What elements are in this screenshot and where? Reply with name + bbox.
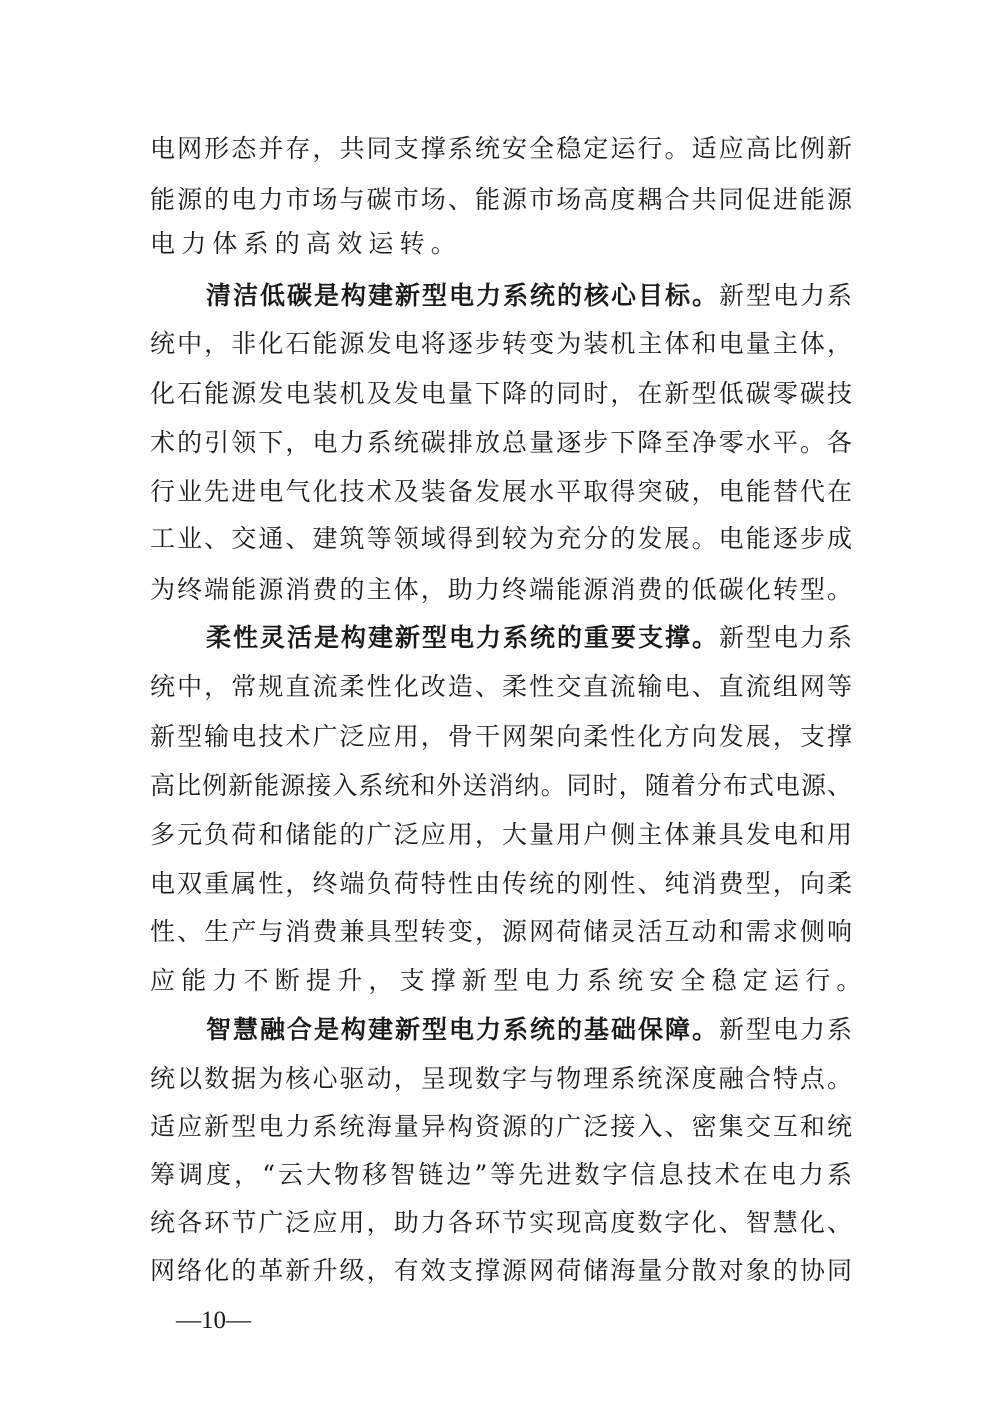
- body-line: 工业、交通、建筑等领域得到较为充分的发展。电能逐步成: [150, 524, 852, 553]
- body-line: 电双重属性，终端负荷特性由传统的刚性、纯消费型，向柔: [150, 869, 852, 898]
- body-line: 统中，非化石能源发电将逐步转变为装机主体和电量主体，: [150, 329, 852, 358]
- body-line: 术的引领下，电力系统碳排放总量逐步下降至净零水平。各: [150, 428, 852, 457]
- body-line: 电力体系的高效运转。: [150, 229, 463, 258]
- body-line: 适应新型电力系统海量异构资源的广泛接入、密集交互和统: [150, 1112, 852, 1141]
- body-text: 新型电力系: [718, 1015, 852, 1044]
- body-line: 化石能源发电装机及发电量下降的同时，在新型低碳零碳技: [150, 379, 852, 408]
- body-line: 统中，常规直流柔性化改造、柔性交直流输电、直流组网等: [150, 672, 852, 701]
- body-line: 行业先进电气化技术及装备发展水平取得突破，电能替代在: [150, 477, 852, 506]
- body-text: 新型电力系: [718, 623, 852, 652]
- body-text: 新型电力系: [718, 281, 852, 310]
- body-line: 能源的电力市场与碳市场、能源市场高度耦合共同促进能源: [150, 185, 852, 214]
- body-line: 应能力不断提升，支撑新型电力系统安全稳定运行。: [150, 966, 868, 995]
- page-number: —10—: [176, 1307, 251, 1334]
- body-line: 统各环节广泛应用，助力各环节实现高度数字化、智慧化、: [150, 1208, 852, 1237]
- body-line: 新型输电技术广泛应用，骨干网架向柔性化方向发展，支撑: [150, 722, 852, 751]
- paragraph-first-line: [206, 276, 852, 316]
- body-line: 统以数据为核心驱动，呈现数字与物理系统深度融合特点。: [150, 1064, 852, 1093]
- paragraph-lead-heading: 清洁低碳是构建新型电力系统的核心目标。: [206, 281, 719, 310]
- paragraph-lead-heading: 柔性灵活是构建新型电力系统的重要支撑。: [206, 623, 719, 652]
- paragraph-first-line: [206, 1010, 852, 1050]
- paragraph-lead-heading: 智慧融合是构建新型电力系统的基础保障。: [206, 1015, 719, 1044]
- body-line: 性、生产与消费兼具型转变，源网荷储灵活互动和需求侧响: [150, 917, 852, 946]
- body-line: 网络化的革新升级，有效支撑源网荷储海量分散对象的协同: [150, 1256, 852, 1285]
- body-line: 电网形态并存，共同支撑系统安全稳定运行。适应高比例新: [150, 134, 852, 163]
- body-line: 为终端能源消费的主体，助力终端能源消费的低碳化转型。: [150, 575, 852, 604]
- body-line: 筹调度，“云大物移智链边”等先进数字信息技术在电力系: [150, 1160, 852, 1189]
- body-line: 高比例新能源接入系统和外送消纳。同时，随着分布式电源、: [150, 771, 852, 800]
- paragraph-first-line: [206, 618, 852, 658]
- body-line: 多元负荷和储能的广泛应用，大量用户侧主体兼具发电和用: [150, 820, 852, 849]
